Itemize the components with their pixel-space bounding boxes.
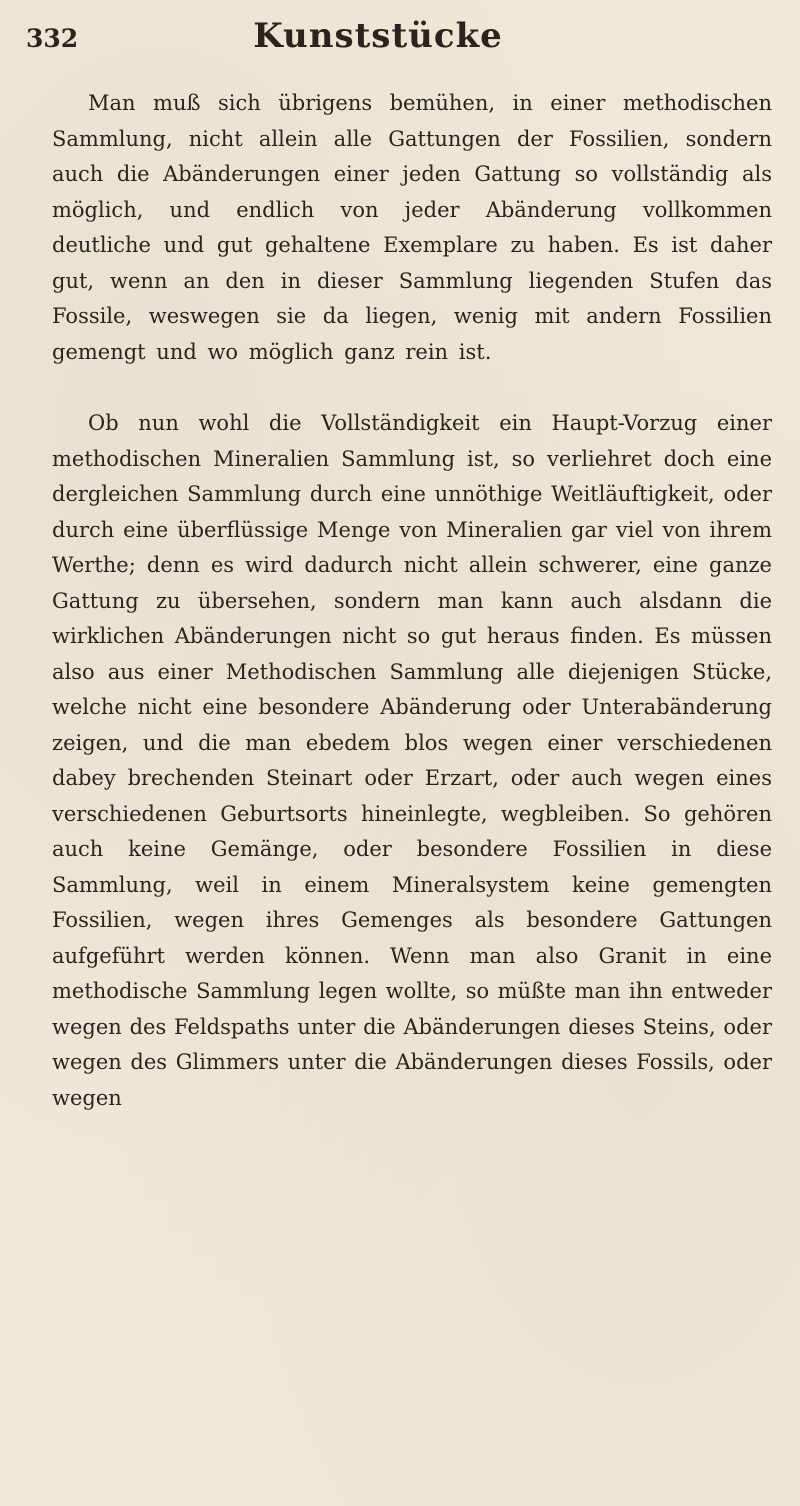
paragraph: Ob nun wohl die Vollständigkeit ein Haupt-Vorzug einer methodischen Mineralien Sammlung ist, so verliehret doch eine dergleichen Sammlung durch eine unnöthige Weitläuftigkeit, oder durch eine überflüssige Menge von Mineralien gar viel von ihrem Werthe; denn es wird dadurch nicht allein schwerer, eine ganze Gattung zu übersehen, sondern man kann auch alsdann die wirklichen Abänderungen nicht so gut heraus finden. Es müssen also aus einer Methodischen Sammlung alle diejenigen Stücke, welche nicht eine besondere Abänderung oder Unterabänderung zeigen, und die man ebedem blos wegen einer verschiedenen dabey brechenden Steinart oder Erzart, oder auch wegen eines verschiedenen Geburtsorts hineinlegte, wegbleiben. So gehören auch keine Gemänge, oder besondere Fossilien in diese Sammlung, weil in einem Mineralsystem keine gemengten Fossilien, wegen ihres Gemenges als besondere Gattungen aufgeführt werden können. Wenn man also Granit in eine methodische Sammlung legen wollte, so müßte man ihn entweder wegen des Feldspaths unter die Abänderungen dieses Steins, oder wegen des Glimmers unter die Abänderungen dieses Fossils, oder wegen: [52, 411, 772, 1110]
header-title: Kunststücke: [253, 16, 503, 56]
body-text: [52, 86, 772, 1116]
running-head: [26, 16, 730, 60]
page-number: 332: [26, 24, 79, 53]
paragraph: Man muß sich übrigens bemühen, in einer methodischen Sammlung, nicht allein alle Gattungen der Fossilien, sondern auch die Abänderungen einer jeden Gattung so vollständig als möglich, und endlich von jeder Abänderung vollkommen deutliche und gut gehaltene Exemplare zu haben. Es ist daher gut, wenn an den in dieser Sammlung liegenden Stufen das Fossile, weswegen sie da liegen, wenig mit andern Fossilien gemengt und wo möglich ganz rein ist.: [52, 91, 772, 364]
